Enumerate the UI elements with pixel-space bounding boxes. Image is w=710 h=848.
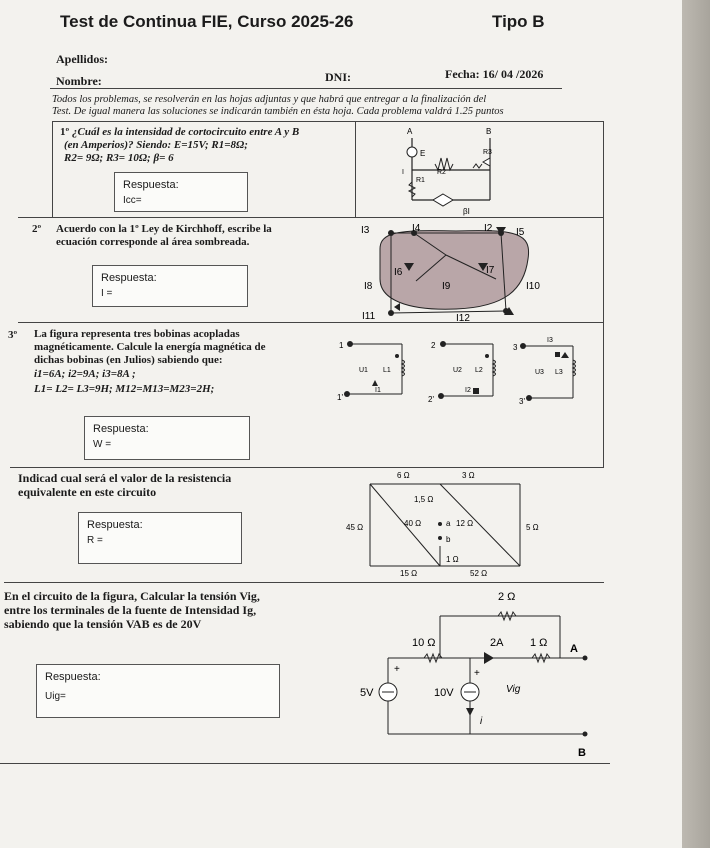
problem-5-line-2: entre los terminales de la fuente de Intensidad Ig, xyxy=(4,603,257,617)
problem-3-line-3: dichas bobinas (en Julios) sabiendo que: xyxy=(34,354,223,366)
svg-text:1 Ω: 1 Ω xyxy=(446,555,459,564)
svg-text:45 Ω: 45 Ω xyxy=(346,523,364,532)
current-arrow-icon xyxy=(484,652,494,664)
fecha-label: Fecha: 16/ 04 /2026 xyxy=(445,67,544,81)
current-label: I xyxy=(402,169,404,176)
svg-text:15 Ω: 15 Ω xyxy=(400,569,418,578)
r2-label: R2 xyxy=(437,169,446,176)
paper-edge xyxy=(682,0,710,848)
problem-3-line-2: magnéticamente. Calcule la energía magnética de xyxy=(34,341,266,353)
svg-text:I3: I3 xyxy=(547,337,553,344)
svg-text:5 Ω: 5 Ω xyxy=(526,523,539,532)
node-a-label: A xyxy=(407,127,413,136)
svg-text:L3: L3 xyxy=(555,369,563,376)
svg-text:1': 1' xyxy=(337,393,343,402)
svg-text:1,5 Ω: 1,5 Ω xyxy=(414,495,434,504)
svg-text:L1: L1 xyxy=(383,367,391,374)
problem-1-circuit xyxy=(395,124,510,216)
problem-1-answer-var: Icc= xyxy=(123,195,142,206)
table-right-border xyxy=(603,121,604,468)
problem-2-number: 2º xyxy=(32,223,42,235)
svg-text:52 Ω: 52 Ω xyxy=(470,569,488,578)
svg-text:10V: 10V xyxy=(434,687,454,699)
svg-text:I2: I2 xyxy=(465,387,471,394)
r3-resistor-icon xyxy=(473,164,482,168)
i5-label: I5 xyxy=(516,227,525,238)
problem-5-answer-var: Uig= xyxy=(45,691,66,702)
apellidos-label: Apellidos: xyxy=(56,52,109,66)
svg-text:L2: L2 xyxy=(475,367,483,374)
problem-5-answer-box[interactable] xyxy=(36,664,280,718)
svg-text:U1: U1 xyxy=(359,367,368,374)
coil-3 xyxy=(513,337,576,406)
problem-4-answer-box[interactable] xyxy=(78,512,242,564)
e-label: E xyxy=(420,149,426,158)
svg-text:40 Ω: 40 Ω xyxy=(404,519,422,528)
r1-label: R1 xyxy=(416,177,425,184)
problem-3-answer-var: W = xyxy=(93,439,112,450)
problem-3-coupled-coils xyxy=(335,330,585,410)
i10-label: I10 xyxy=(526,281,540,292)
row-divider-4 xyxy=(4,582,604,583)
problem-4-line-2: equivalente en este circuito xyxy=(18,485,157,499)
problem-2-line-2: ecuación corresponde al área sombreada. xyxy=(56,236,250,248)
problem-1-line-3: R2= 9Ω; R3= 10Ω; β= 6 xyxy=(64,152,174,164)
row-divider-1 xyxy=(18,217,604,218)
problem-3-line-1: La figura representa tres bobinas acopladas xyxy=(34,328,240,340)
problem-2-answer-label: Respuesta: xyxy=(101,272,157,284)
table-top-border xyxy=(52,121,604,122)
svg-text:b: b xyxy=(446,535,451,544)
nombre-label: Nombre: xyxy=(56,74,102,88)
problem-2-kirchhoff-figure xyxy=(356,219,556,323)
svg-text:I1: I1 xyxy=(375,387,381,394)
svg-text:5V: 5V xyxy=(360,687,374,699)
instructions-line-1: Todos los problemas, se resolverán en las hojas adjuntas y que habrá que entregar a la finalización del xyxy=(52,94,487,105)
i8-label: I8 xyxy=(364,281,373,292)
problem-1-number: 1º xyxy=(60,126,70,138)
problem-1-line-1: ¿Cuál es la intensidad de cortocircuito entre A y B xyxy=(72,126,300,138)
svg-text:U2: U2 xyxy=(453,367,462,374)
problem-4-resistor-network xyxy=(340,466,580,580)
i12-label: I12 xyxy=(456,313,470,323)
problem-3-number: 3º xyxy=(8,329,18,341)
problem-2-answer-var: I = xyxy=(101,288,113,299)
dependent-source-icon xyxy=(433,194,453,206)
svg-text:+: + xyxy=(474,668,480,679)
svg-text:2A: 2A xyxy=(490,637,504,649)
page-title: Test de Continua FIE, Curso 2025-26 xyxy=(60,12,354,31)
problem-4-line-1: Indicad cual será el valor de la resistencia xyxy=(18,471,232,485)
svg-text:3': 3' xyxy=(519,397,525,406)
svg-text:A: A xyxy=(570,643,578,655)
svg-text:a: a xyxy=(446,519,451,528)
coil-2 xyxy=(428,341,496,404)
svg-text:3: 3 xyxy=(513,343,518,352)
svg-text:Vig: Vig xyxy=(506,684,521,695)
i7-label: I7 xyxy=(486,265,495,276)
problem-3-line-4: i1=6A; i2=9A; i3=8A ; xyxy=(34,368,136,380)
svg-text:10 Ω: 10 Ω xyxy=(412,637,436,649)
problem-4-answer-var: R = xyxy=(87,535,103,546)
svg-text:2 Ω: 2 Ω xyxy=(498,591,516,603)
svg-text:6 Ω: 6 Ω xyxy=(397,471,410,480)
problem-5-answer-label: Respuesta: xyxy=(45,671,101,683)
problem-3-line-5: L1= L2= L3=9H; M12=M13=M23=2H; xyxy=(34,383,215,395)
svg-text:+: + xyxy=(394,664,400,675)
problem-5-circuit xyxy=(360,584,600,764)
i9-label: I9 xyxy=(442,281,451,292)
svg-text:B: B xyxy=(578,747,586,759)
i4-label: I4 xyxy=(412,223,421,234)
problem-5-line-1: En el circuito de la figura, Calcular la tensión Vig, xyxy=(4,589,260,603)
svg-text:i: i xyxy=(480,716,483,727)
problem-2-answer-box[interactable] xyxy=(92,265,248,307)
voltage-source-icon xyxy=(407,147,417,157)
exam-type: Tipo B xyxy=(492,12,545,31)
problem-3-answer-box[interactable] xyxy=(84,416,250,460)
problem-1-answer-box[interactable] xyxy=(114,172,248,212)
svg-text:2': 2' xyxy=(428,395,434,404)
problem-2-line-1: Acuerdo con la 1º Ley de Kirchhoff, escribe la xyxy=(56,223,272,235)
svg-text:3 Ω: 3 Ω xyxy=(462,471,475,480)
problem-4-answer-label: Respuesta: xyxy=(87,519,143,531)
svg-text:1: 1 xyxy=(339,341,344,350)
r3-label: R3 xyxy=(483,149,492,156)
problem-5-line-3: sabiendo que la tensión VAB es de 20V xyxy=(4,617,202,631)
problem-1-answer-label: Respuesta: xyxy=(123,179,179,191)
svg-text:U3: U3 xyxy=(535,369,544,376)
i6-label: I6 xyxy=(394,267,403,278)
table-left-border xyxy=(52,121,53,217)
coil-1 xyxy=(337,341,405,402)
i2-label: I2 xyxy=(484,223,493,234)
problem-1-line-2: (en Amperios)? Siendo: E=15V; R1=8Ω; xyxy=(64,139,248,151)
instructions-line-2: Test. De igual manera las soluciones se indicarán también en ésta hoja. Cada problema valdrá 1.25 puntos xyxy=(52,106,504,117)
problem-3-answer-label: Respuesta: xyxy=(93,423,149,435)
column-divider xyxy=(355,121,356,217)
svg-text:12 Ω: 12 Ω xyxy=(456,519,474,528)
i11-label: I11 xyxy=(362,311,376,322)
i3-label: I3 xyxy=(361,225,370,236)
svg-text:1 Ω: 1 Ω xyxy=(530,637,548,649)
dni-label: DNI: xyxy=(325,70,351,84)
beta-label: βI xyxy=(463,207,470,216)
name-underline xyxy=(50,88,562,89)
svg-text:2: 2 xyxy=(431,341,436,350)
node-b-label: B xyxy=(486,127,492,136)
